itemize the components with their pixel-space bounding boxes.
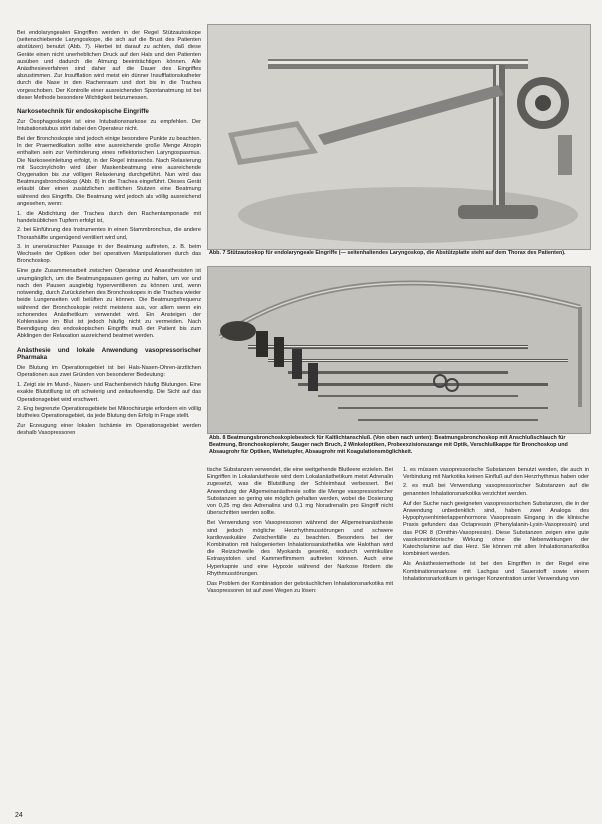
heading-anaesthesie: Anästhesie und lokale Anwendung vasopressorischer Pharmaka: [17, 346, 201, 362]
paragraph: Als Anästhesiemethode ist bei den Eingriffen in der Regel eine Kombinationsnarkose mit Lachgas und Sauerstoff sowie einem Inhalationsnarkotikum in geringer Konzentration unter Verwendung von: [403, 561, 589, 582]
paragraph: Bei der Bronchoskopie sind jedoch einige besondere Punkte zu beachten. In der Praemedikation sollte eine ausreichende große Menge Atropin enthalten sein zur Verhinderung eines reflektorischen Laryngospasmus. Die Narkoseeinleitung erfolgt, in der Regel intravenös. Nach Relaxierung mit Succinylcholin wird über Maskenbeatmung eine ausreichende Oxygenation bis zur völligen Relaxierung durchgeführt. Nun wird das Beatmungsbronchoskop (Abb. 8) in die Trachea eingeführt. Dieses Gerät erlaubt über einen zusätzlichen seitlichen Stutzen eine Beatmung während des Eingriffs. Die Beatmung wird jedoch als völlig ausreichend angesehen, wenn:: [17, 136, 201, 207]
list-item: 1. es müssen vasopressorische Substanzen benutzt werden, die auch in Verbindung mit Narkotika keinen Einfluß auf den Herzrhythmus haben oder: [403, 467, 589, 481]
heading-narkosetechnik: Narkosetechnik für endoskopische Eingriffe: [17, 108, 149, 116]
list-item: 2. bei Einführung des Instrumentes in einen Stammbronchus, die andere Thoraxhälfte ungenügend ventiliert wird und,: [17, 227, 201, 241]
intro-paragraph: Bei endolaryngealen Eingriffen werden in der Regel Stützautoskope (seitenschiebende Laryngoskope, die sich auf die Brust des Patienten abstützen) benutzt (Abb. 7). Hierbei ist darauf zu achten, daß diese Geräte einen nicht unerheblichen Druck auf den Hals und den Patienten ausüben und dadurch die Atmung beeinträchtigen können. Alle Anästhesieverfahren sind daher auf die Dauer des Eingriffes abzustimmen. Zur Insufflation wird meist ein dünner Insufflationskatheter durch die Nase in den Rachenraum und dort bis in die Trachea vorgeschoben. Der Kontrolle einer ausreichenden Spontanatmung ist bei dieser Methode besondere Wichtigkeit beizumessen.: [17, 30, 201, 101]
numbered-list: [17, 382, 201, 420]
numbered-list: [403, 467, 589, 498]
paragraph: Zur Ösophagoskopie ist eine Intubationsnarkose zu empfehlen. Der Intubationstubus stört dabei den Operateur nicht.: [17, 118, 201, 132]
figure-8-caption: Abb. 8 Beatmungsbronchoskopiebesteck für Kaltlichtanschluß. (Von oben nach unten): Beatmungsbronchoskop mit Anschlußschlauch für Beatmung, Bronchoskopierohr, Sauger nach Bruch, 2 Winkeloptiken, Probeexzisionszange mit Optik, Verschlußkappe für Bronchoskop und Absaugrohr für Optiken, Wattetupfer, Absaugrohr mit Koagulationsmöglichkeit.: [209, 435, 568, 455]
list-item: 1. Zeigt sie im Mund-, Nasen- und Rachenbereich häufig Blutungen. Eine exakte Blutstillung ist oft schwierig und zeitaufwendig. Die Sicht auf das Operationsgebiet wird erschwert.: [17, 382, 201, 403]
list-item: 2. es muß bei Verwendung vasopressorischer Substanzen auf die genannten Inhalationsnarkotika verzichtet werden.: [403, 483, 589, 497]
left-column: [17, 30, 201, 441]
paragraph: Auf der Suche nach geeigneten vasopressorischen Substanzen, die in der Anwendung unbedenklich sind, haben zwei Analoga des Hypophysenhinterlappenhormons Vasopressin Eingang in die klinische Praxis gefunden: das Octapressin (Phenylalanin-Lysin-Vasopressin) und das POR 8 (Ornithin-Vasopressin). Diese Substanzen zeigen eine gute vasokonstriktorische Wirkung ohne die Nebenwirkungen der Katecholamine auf das Herz. Sie können mit allen Inhalationsnarkotika kombiniert werden.: [403, 500, 589, 558]
page-number: 24: [15, 812, 23, 819]
middle-column: [207, 467, 393, 598]
paragraph: Eine gute Zusammenarbeit zwischen Operateur und Anaesthesisten ist unumgänglich, um die Beatmungspausen gering zu halten, um vor und nach den Pausen ausgiebig hyperventilieren zu können und, wenn notwendig, durch Zurückziehen des Bronchoskopes in die Trachea wieder beide Lungenseiten voll belüften zu können. Die Beatmungsfrequenz während der Bronchoskopie reicht meistens aus, vor allem wenn ein schonendes Anästhetikum verwendet wird. Ein Ansteigen der Kohlensäure im Blut ist jedoch häufig nicht zu vermeiden. Nach Beendigung des endoskopischen Eingriffs muß der Patient bis zum Abklingen der Relaxation ausreichend beatmet werden.: [17, 268, 201, 340]
figure-8-photo: [207, 266, 591, 434]
paragraph: Das Problem der Kombination der gebräuchlichen Inhalationsnarkotika mit Vasopressoren ist auf zwei Wegen zu lösen:: [207, 581, 393, 595]
paragraph: Die Blutung im Operationsgebiet ist bei Hals-Nasen-Ohren-ärztlichen Operationen aus zwei Gründen von besonderer Bedeutung:: [17, 364, 201, 378]
list-item: 1. die Abdichtung der Trachea durch den Rachentamponade mit handelsüblichen Tupfern erfolgt ist,: [17, 211, 201, 225]
numbered-list: [17, 211, 201, 265]
paragraph: Zur Erzeugung einer lokalen Ischämie im Operationsgebiet werden deshalb Vasopressoren: [17, 423, 201, 437]
paragraph: tische Substanzen verwendet, die eine weitgehende Blutleere erzielen. Bei Eingriffen in Lokalanästhesie wird dem Lokalanästhetikum meist Adrenalin zugesetzt, was die Blutstillung der Schleimhaut verbessert. Bei Anwendung der Allgemeinanästhesie sollte die Menge vasopressorischer Substanzen so gering wie möglich gehalten werden, wobei die Dosierung von 0,25 mg des Adrenalins und 0,1 mg Noradrenalin pro Eingriff nicht überschritten werden sollte.: [207, 467, 393, 517]
right-column: [403, 467, 589, 586]
list-item: 3. in unerwünschter Passage in der Beatmung auftreten, z. B. beim Wechseln der Optiken oder bei operativen Manipulationen durch das Bronchoskop.: [17, 243, 201, 265]
figure-7-photo: [207, 24, 591, 250]
list-item: 2. Eng begrenzte Operationsgebiete bei Mikrochirurgie erfordern ein völlig blutfreies Operationsgebiet, da jede Blutung den Erfolg in Frage stellt.: [17, 405, 201, 419]
paragraph: Bei Verwendung von Vasopressoren während der Allgemeinanästhesie sind jedoch mögliche Herzrhythmusstörungen und schwere kardiovaskuläre Zwischenfälle zu beachten. Besonders bei der Kombination mit halogenierten Inhalationsanästhetika wie Halothan wird die Reizschwelle des Myokards gesenkt, wodurch ventrikuläre Extrasystolen und Kammerflimmern auftreten können. Auch eine Hyperkapnie und eine Hypoxie während der Narkose fördern die Rhythmusstörungen.: [207, 520, 393, 577]
figure-7-caption: Abb. 7 Stützautoskop für endolaryngeale Eingriffe (— seitenhaltendes Laryngoskop, die Abstützplatte steht auf dem Thorax des Patienten).: [209, 250, 566, 256]
